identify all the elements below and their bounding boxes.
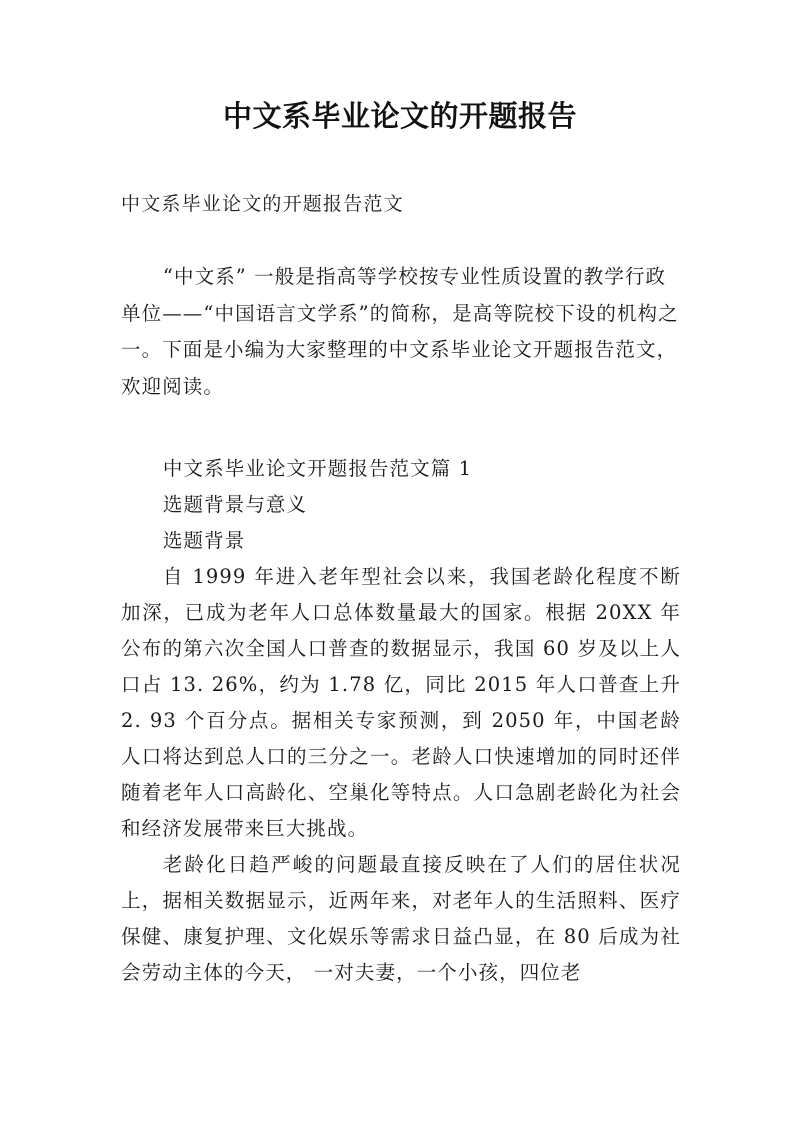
document-subtitle: 中文系毕业论文的开题报告范文 — [121, 193, 404, 215]
heading-topic-background: 选题背景 — [162, 529, 246, 552]
heading-topic-background-significance: 选题背景与意义 — [162, 493, 308, 516]
body-paragraph-2: 老龄化日趋严峻的问题最直接反映在了人们的居住状况上，据相关数据显示，近两年来，对老年人的生活照料、医疗保健、康复护理、文化娱乐等需求日益凸显，在 80 后成为社会劳动主体的今天， 一对夫妻，一个小孩，四位老 — [121, 853, 681, 984]
body-paragraph-1: 自 1999 年进入老年型社会以来，我国老龄化程度不断加深，已成为老年人口总体数量最大的国家。根据 20XX 年公布的第六次全国人口普查的数据显示，我国 60 岁及以上人口占 13. 26%，约为 1.78 亿，同比 2015 年人口普查上升 2. 93 个百分点。据相关专家预测，到 2050 年，中国老龄人口将达到总人口的三分之一。老龄人口快速增加的同时还伴随着老年人口高龄化、空巢化等特点。人口急剧老龄化为社会和经济发展带来巨大挑战。 — [121, 565, 681, 840]
document-title: 中文系毕业论文的开题报告 — [222, 99, 577, 133]
intro-paragraph: “中文系” 一般是指高等学校按专业性质设置的教学行政单位——“中国语言文学系”的简称，是高等院校下设的机构之一。下面是小编为大家整理的中文系毕业论文开题报告范文，欢迎阅读。 — [121, 265, 679, 398]
intro-block — [121, 259, 681, 405]
section-title: 中文系毕业论文开题报告范文篇 1 — [162, 457, 473, 480]
section-block — [121, 451, 681, 991]
